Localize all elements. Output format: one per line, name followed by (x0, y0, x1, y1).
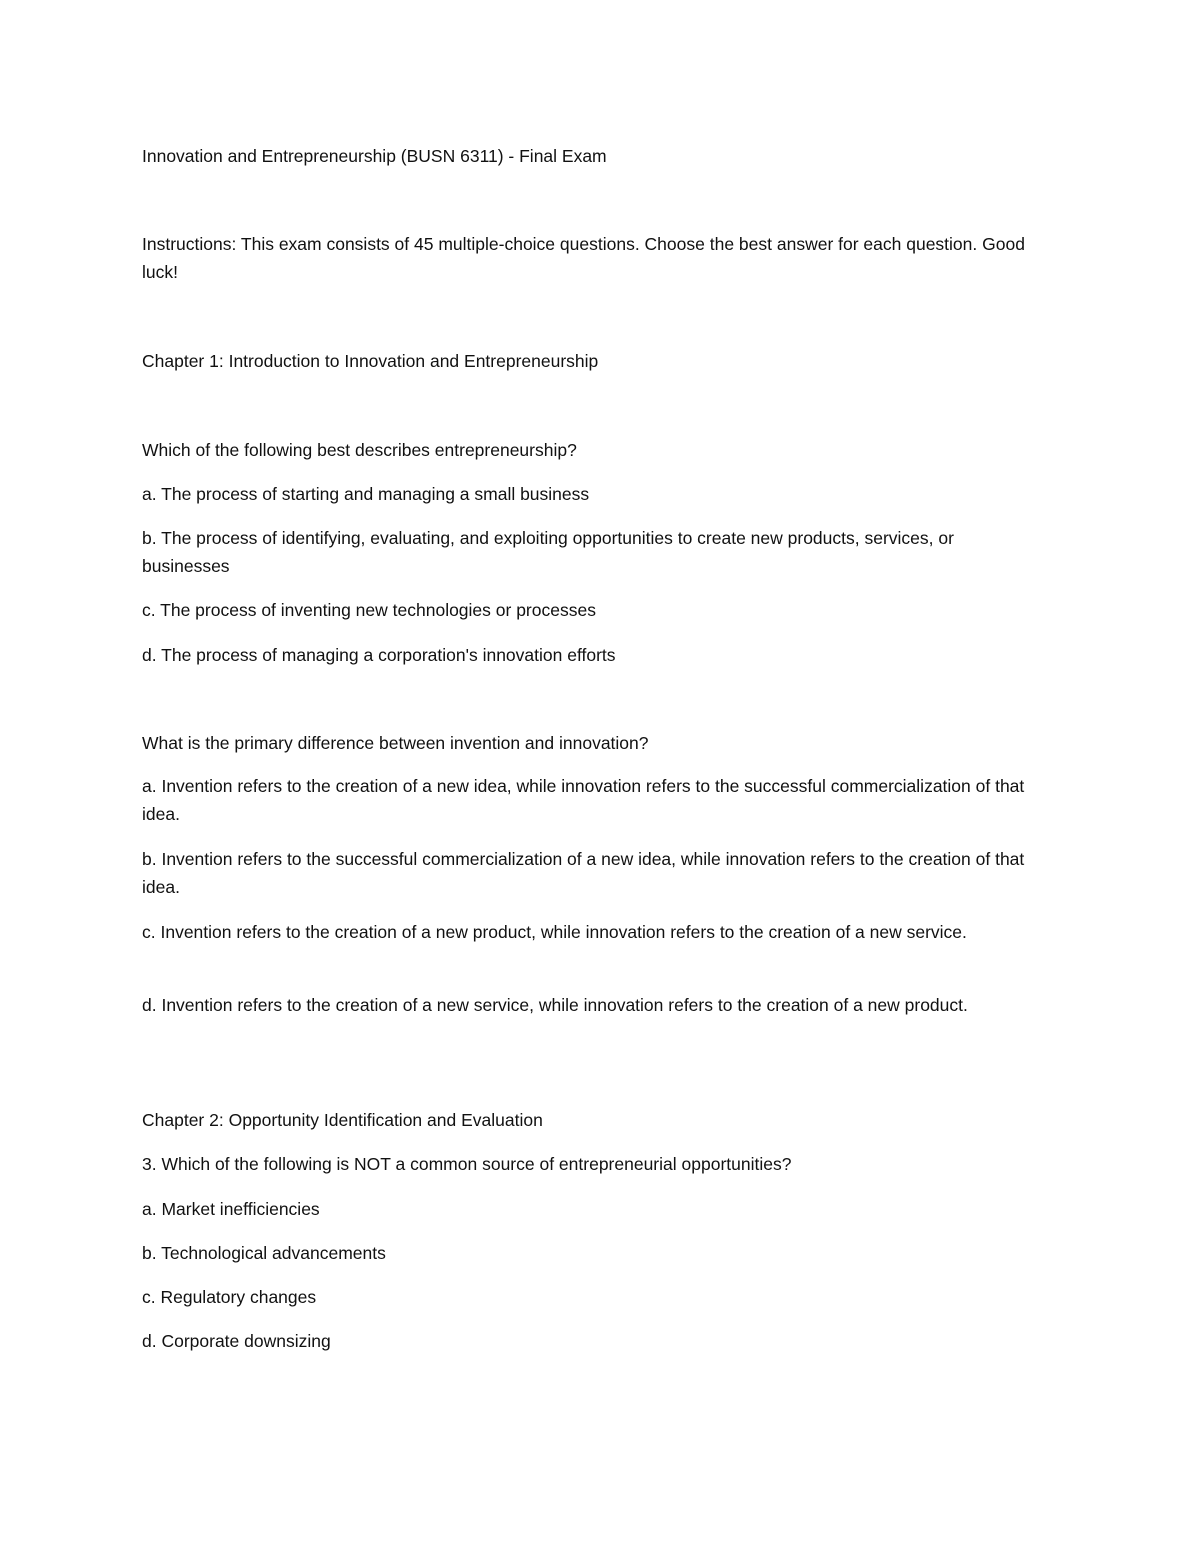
question-3-option-c: c. Regulatory changes (142, 1287, 317, 1307)
question-1-option-a: a. The process of starting and managing a small business (142, 484, 590, 504)
question-1-option-d: d. The process of managing a corporation's innovation efforts (142, 645, 616, 665)
question-1-option-c: c. The process of inventing new technologies or processes (142, 600, 596, 620)
exam-title: Innovation and Entrepreneurship (BUSN 6311) - Final Exam (142, 146, 607, 166)
question-2-option-b: b. Invention refers to the successful commercialization of a new idea, while innovation refers to the creation of that idea. (142, 849, 1025, 897)
exam-instructions: Instructions: This exam consists of 45 multiple-choice questions. Choose the best answer for each question. Good luck! (142, 234, 1025, 282)
question-2-text: What is the primary difference between invention and innovation? (142, 733, 649, 753)
chapter-1-heading: Chapter 1: Introduction to Innovation and Entrepreneurship (142, 351, 599, 371)
question-3-text: 3. Which of the following is NOT a common source of entrepreneurial opportunities? (142, 1154, 792, 1174)
question-3-option-b: b. Technological advancements (142, 1243, 386, 1263)
question-1-option-b: b. The process of identifying, evaluating, and exploiting opportunities to create new products, services, or businesses (142, 528, 954, 576)
question-1-text: Which of the following best describes entrepreneurship? (142, 440, 577, 460)
question-2-option-a: a. Invention refers to the creation of a new idea, while innovation refers to the successful commercialization of that idea. (142, 776, 1025, 824)
question-2-option-c: c. Invention refers to the creation of a new product, while innovation refers to the creation of a new service. (142, 922, 967, 942)
question-3-option-d: d. Corporate downsizing (142, 1331, 331, 1351)
question-3-option-a: a. Market inefficiencies (142, 1199, 320, 1219)
question-2-option-d: d. Invention refers to the creation of a new service, while innovation refers to the creation of a new product. (142, 995, 968, 1015)
chapter-2-heading: Chapter 2: Opportunity Identification and Evaluation (142, 1110, 543, 1130)
